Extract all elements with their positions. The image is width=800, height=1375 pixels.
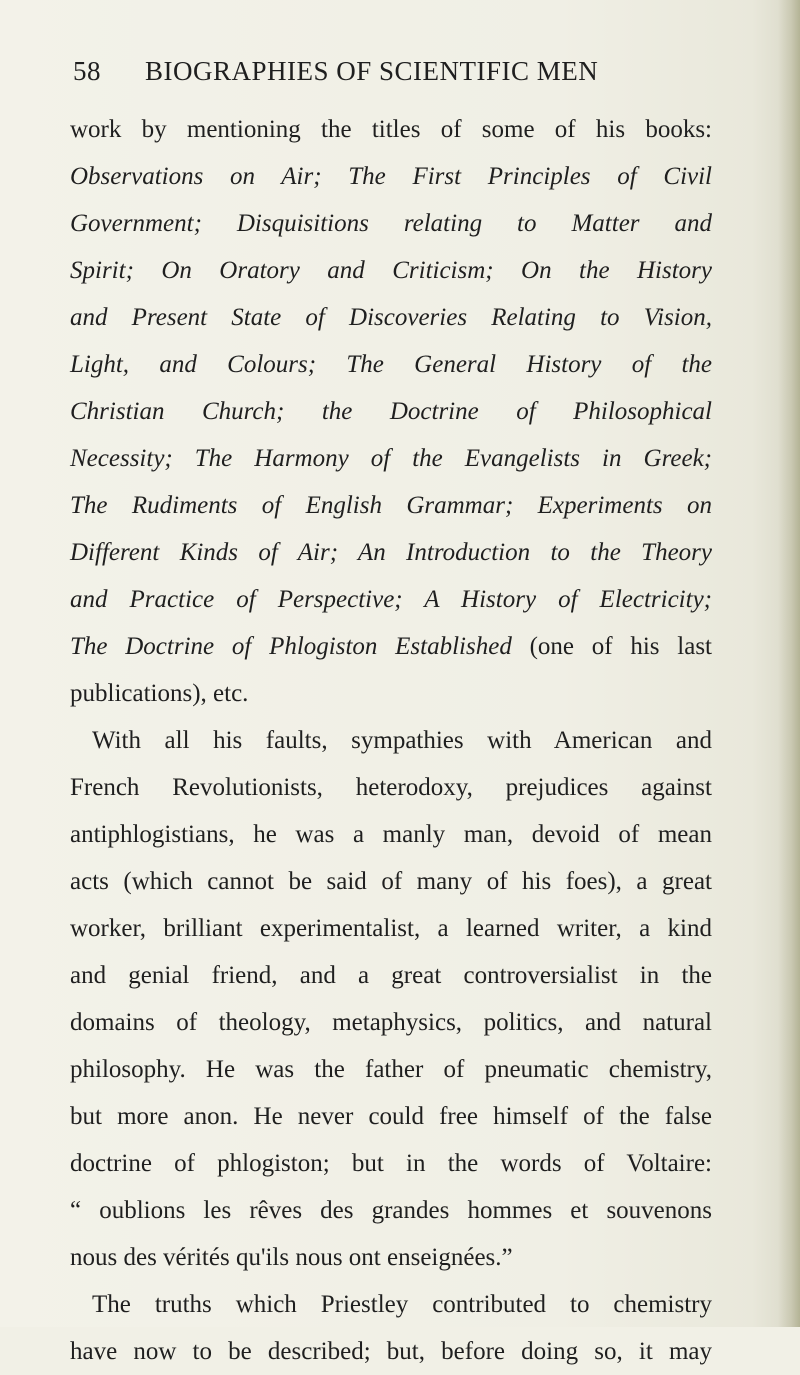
- page-number: 58: [73, 56, 101, 86]
- running-head: [73, 56, 713, 96]
- text-line: Necessity; The Harmony of the Evangelists in Greek;: [70, 445, 712, 472]
- text-line: Light, and Colours; The General History of the: [70, 351, 712, 378]
- text-line: The Rudiments of English Grammar; Experiments on: [70, 492, 712, 519]
- text-line: and Practice of Perspective; A History of Electricity;: [70, 586, 712, 613]
- text-line: Government; Disquisitions relating to Matter and: [70, 210, 712, 237]
- page-edge-shadow: [778, 0, 800, 1327]
- text-line: antiphlogistians, he was a manly man, devoid of mean: [70, 821, 712, 848]
- running-title: BIOGRAPHIES OF SCIENTIFIC MEN: [145, 56, 599, 86]
- text-line: Observations on Air; The First Principles of Civil: [70, 163, 712, 190]
- text-line: and genial friend, and a great controversialist in the: [70, 962, 712, 989]
- text-line: With all his faults, sympathies with American and: [92, 727, 712, 754]
- text-line: “ oublions les rêves des grandes hommes et souvenons: [70, 1197, 712, 1224]
- text-line: The truths which Priestley contributed to chemistry: [92, 1291, 712, 1318]
- text-line: Different Kinds of Air; An Introduction to the Theory: [70, 539, 712, 566]
- body-text: [70, 106, 712, 1375]
- text-line: Christian Church; the Doctrine of Philosophical: [70, 398, 712, 425]
- text-line: and Present State of Discoveries Relating to Vision,: [70, 304, 712, 331]
- text-line: publications), etc.: [70, 680, 249, 707]
- text-line: but more anon. He never could free himself of the false: [70, 1103, 712, 1130]
- text-line: domains of theology, metaphysics, politics, and natural: [70, 1009, 712, 1036]
- text-line: French Revolutionists, heterodoxy, prejudices against: [70, 774, 712, 801]
- text-line: worker, brilliant experimentalist, a learned writer, a kind: [70, 915, 712, 942]
- text-line: work by mentioning the titles of some of his books:: [70, 116, 712, 143]
- text-line-italic-part: The Doctrine of Phlogiston Established: [70, 633, 512, 660]
- text-line: [70, 623, 712, 670]
- text-line: doctrine of phlogiston; but in the words of Voltaire:: [70, 1150, 712, 1177]
- text-line: Spirit; On Oratory and Criticism; On the History: [70, 257, 712, 284]
- text-line-roman-part: (one of his last: [511, 633, 712, 660]
- text-line: have now to be described; but, before doing so, it may: [70, 1338, 712, 1365]
- text-line: acts (which cannot be said of many of his foes), a great: [70, 868, 712, 895]
- text-line: nous des vérités qu'ils nous ont enseignées.”: [70, 1244, 513, 1271]
- text-line: philosophy. He was the father of pneumatic chemistry,: [70, 1056, 712, 1083]
